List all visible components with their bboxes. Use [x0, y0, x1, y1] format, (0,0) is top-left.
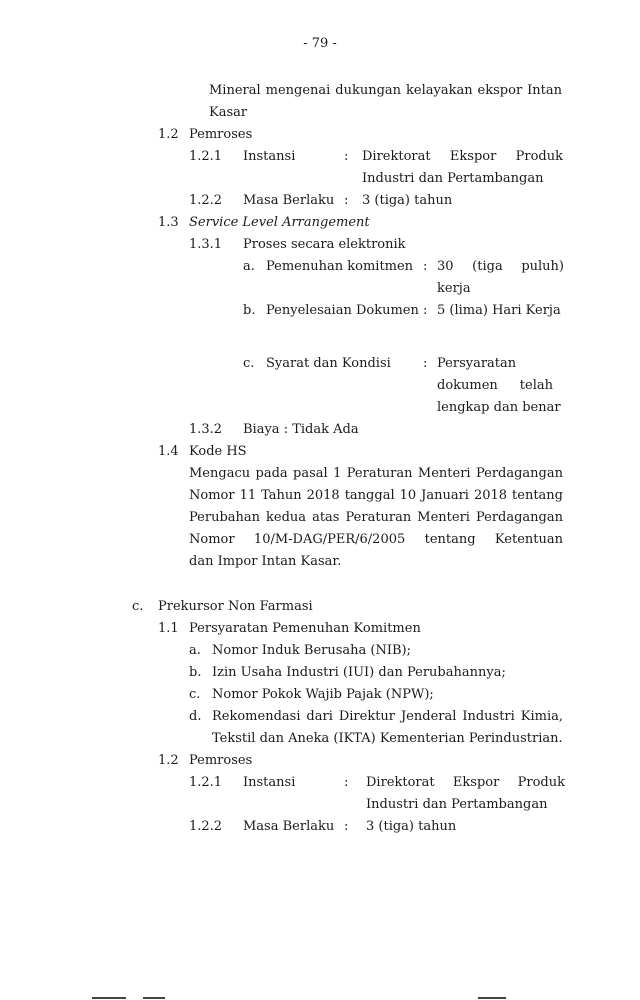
instansi-colon: :	[344, 149, 349, 164]
sla-item-a-marker: a.	[243, 259, 255, 274]
kode-hs-paragraph-line-4: Nomor 10/M-DAG/PER/6/2005 tentang Ketentuan	[189, 532, 563, 547]
kode-hs-paragraph-line-1: Mengacu pada pasal 1 Peraturan Menteri Perdagangan	[189, 466, 563, 481]
sla-item-c-value-line-2: dokumen telah	[437, 378, 553, 393]
instansi-label: Instansi	[243, 149, 296, 164]
sla-item-a-value-line-1: 30 (tiga puluh)	[437, 259, 564, 274]
sec-c-marker: c.	[132, 599, 144, 614]
masa-berlaku-colon: :	[344, 193, 349, 208]
scan-mark-3	[478, 997, 506, 999]
sla-item-b-label: Penyelesaian Dokumen	[266, 303, 419, 318]
sec-1-3-number: 1.3	[158, 215, 179, 230]
sec-1-3-1-title: Proses secara elektronik	[243, 237, 406, 252]
sec-1-3-1-number: 1.3.1	[189, 237, 223, 252]
biaya-number: 1.3.2	[189, 422, 223, 437]
c-masa-berlaku-label: Masa Berlaku	[243, 819, 335, 834]
sla-item-c-colon: :	[423, 356, 428, 371]
sla-item-b-value: 5 (lima) Hari Kerja	[437, 303, 561, 318]
sec-1-3-title: Service Level Arrangement	[189, 215, 370, 230]
kode-hs-paragraph-line-2: Nomor 11 Tahun 2018 tanggal 10 Januari 2018 tentang	[189, 488, 563, 503]
sla-item-a-label: Pemenuhan komitmen	[266, 259, 414, 274]
sec-1-2-title: Pemroses	[189, 127, 253, 142]
sla-item-b-colon: :	[423, 303, 428, 318]
c-instansi-value-line-2: Industri dan Pertambangan	[366, 797, 548, 812]
sec-c-title: Prekursor Non Farmasi	[158, 599, 313, 614]
intro-line-2: Kasar	[209, 105, 248, 120]
c-masa-berlaku-colon: :	[344, 819, 349, 834]
sla-item-c-marker: c.	[243, 356, 255, 371]
c-instansi-colon: :	[344, 775, 349, 790]
c-instansi-value-line-1: Direktorat Ekspor Produk	[366, 775, 565, 790]
c-instansi-label: Instansi	[243, 775, 296, 790]
scan-edge	[0, 995, 640, 1000]
instansi-number: 1.2.1	[189, 149, 223, 164]
biaya-text: Biaya : Tidak Ada	[243, 422, 359, 437]
req-item-c-marker: c.	[189, 687, 201, 702]
sec-c-1-2-title: Pemroses	[189, 753, 253, 768]
sla-item-c-value-line-1: Persyaratan	[437, 356, 517, 371]
sec-1-2-number: 1.2	[158, 127, 179, 142]
req-item-b-text: Izin Usaha Industri (IUI) dan Perubahannya;	[212, 665, 506, 680]
req-item-d-text-line-1: Rekomendasi dari Direktur Jenderal Industri Kimia,	[212, 709, 563, 724]
kode-hs-paragraph-line-3: Perubahan kedua atas Peraturan Menteri Perdagangan	[189, 510, 563, 525]
sla-item-a-colon: :	[423, 259, 428, 274]
kode-hs-paragraph-line-5: dan Impor Intan Kasar.	[189, 554, 342, 569]
req-item-a-marker: a.	[189, 643, 201, 658]
sec-c-1-1-title: Persyaratan Pemenuhan Komitmen	[189, 621, 421, 636]
instansi-value-line-1: Direktorat Ekspor Produk	[362, 149, 563, 164]
sla-item-c-label: Syarat dan Kondisi	[266, 356, 391, 371]
masa-berlaku-label: Masa Berlaku	[243, 193, 335, 208]
sec-c-1-1-number: 1.1	[158, 621, 179, 636]
sla-item-a-value-line-2: kerja	[437, 281, 471, 296]
instansi-value-line-2: Industri dan Pertambangan	[362, 171, 544, 186]
page-number: - 79 -	[303, 36, 337, 51]
sla-item-c-value-line-3: lengkap dan benar	[437, 400, 561, 415]
scan-mark-1	[92, 997, 126, 999]
sla-item-b-marker: b.	[243, 303, 256, 318]
c-masa-berlaku-number: 1.2.2	[189, 819, 223, 834]
scan-mark-2	[143, 997, 165, 999]
sec-1-4-number: 1.4	[158, 444, 179, 459]
sec-c-1-2-number: 1.2	[158, 753, 179, 768]
masa-berlaku-number: 1.2.2	[189, 193, 223, 208]
req-item-d-text-line-2: Tekstil dan Aneka (IKTA) Kementerian Perindustrian.	[212, 731, 563, 746]
req-item-c-text: Nomor Pokok Wajib Pajak (NPW);	[212, 687, 434, 702]
c-instansi-number: 1.2.1	[189, 775, 223, 790]
masa-berlaku-value: 3 (tiga) tahun	[362, 193, 453, 208]
req-item-b-marker: b.	[189, 665, 202, 680]
c-masa-berlaku-value: 3 (tiga) tahun	[366, 819, 457, 834]
req-item-d-marker: d.	[189, 709, 202, 724]
sec-1-4-title: Kode HS	[189, 444, 247, 459]
req-item-a-text: Nomor Induk Berusaha (NIB);	[212, 643, 412, 658]
intro-line-1: Mineral mengenai dukungan kelayakan ekspor Intan	[209, 83, 562, 98]
